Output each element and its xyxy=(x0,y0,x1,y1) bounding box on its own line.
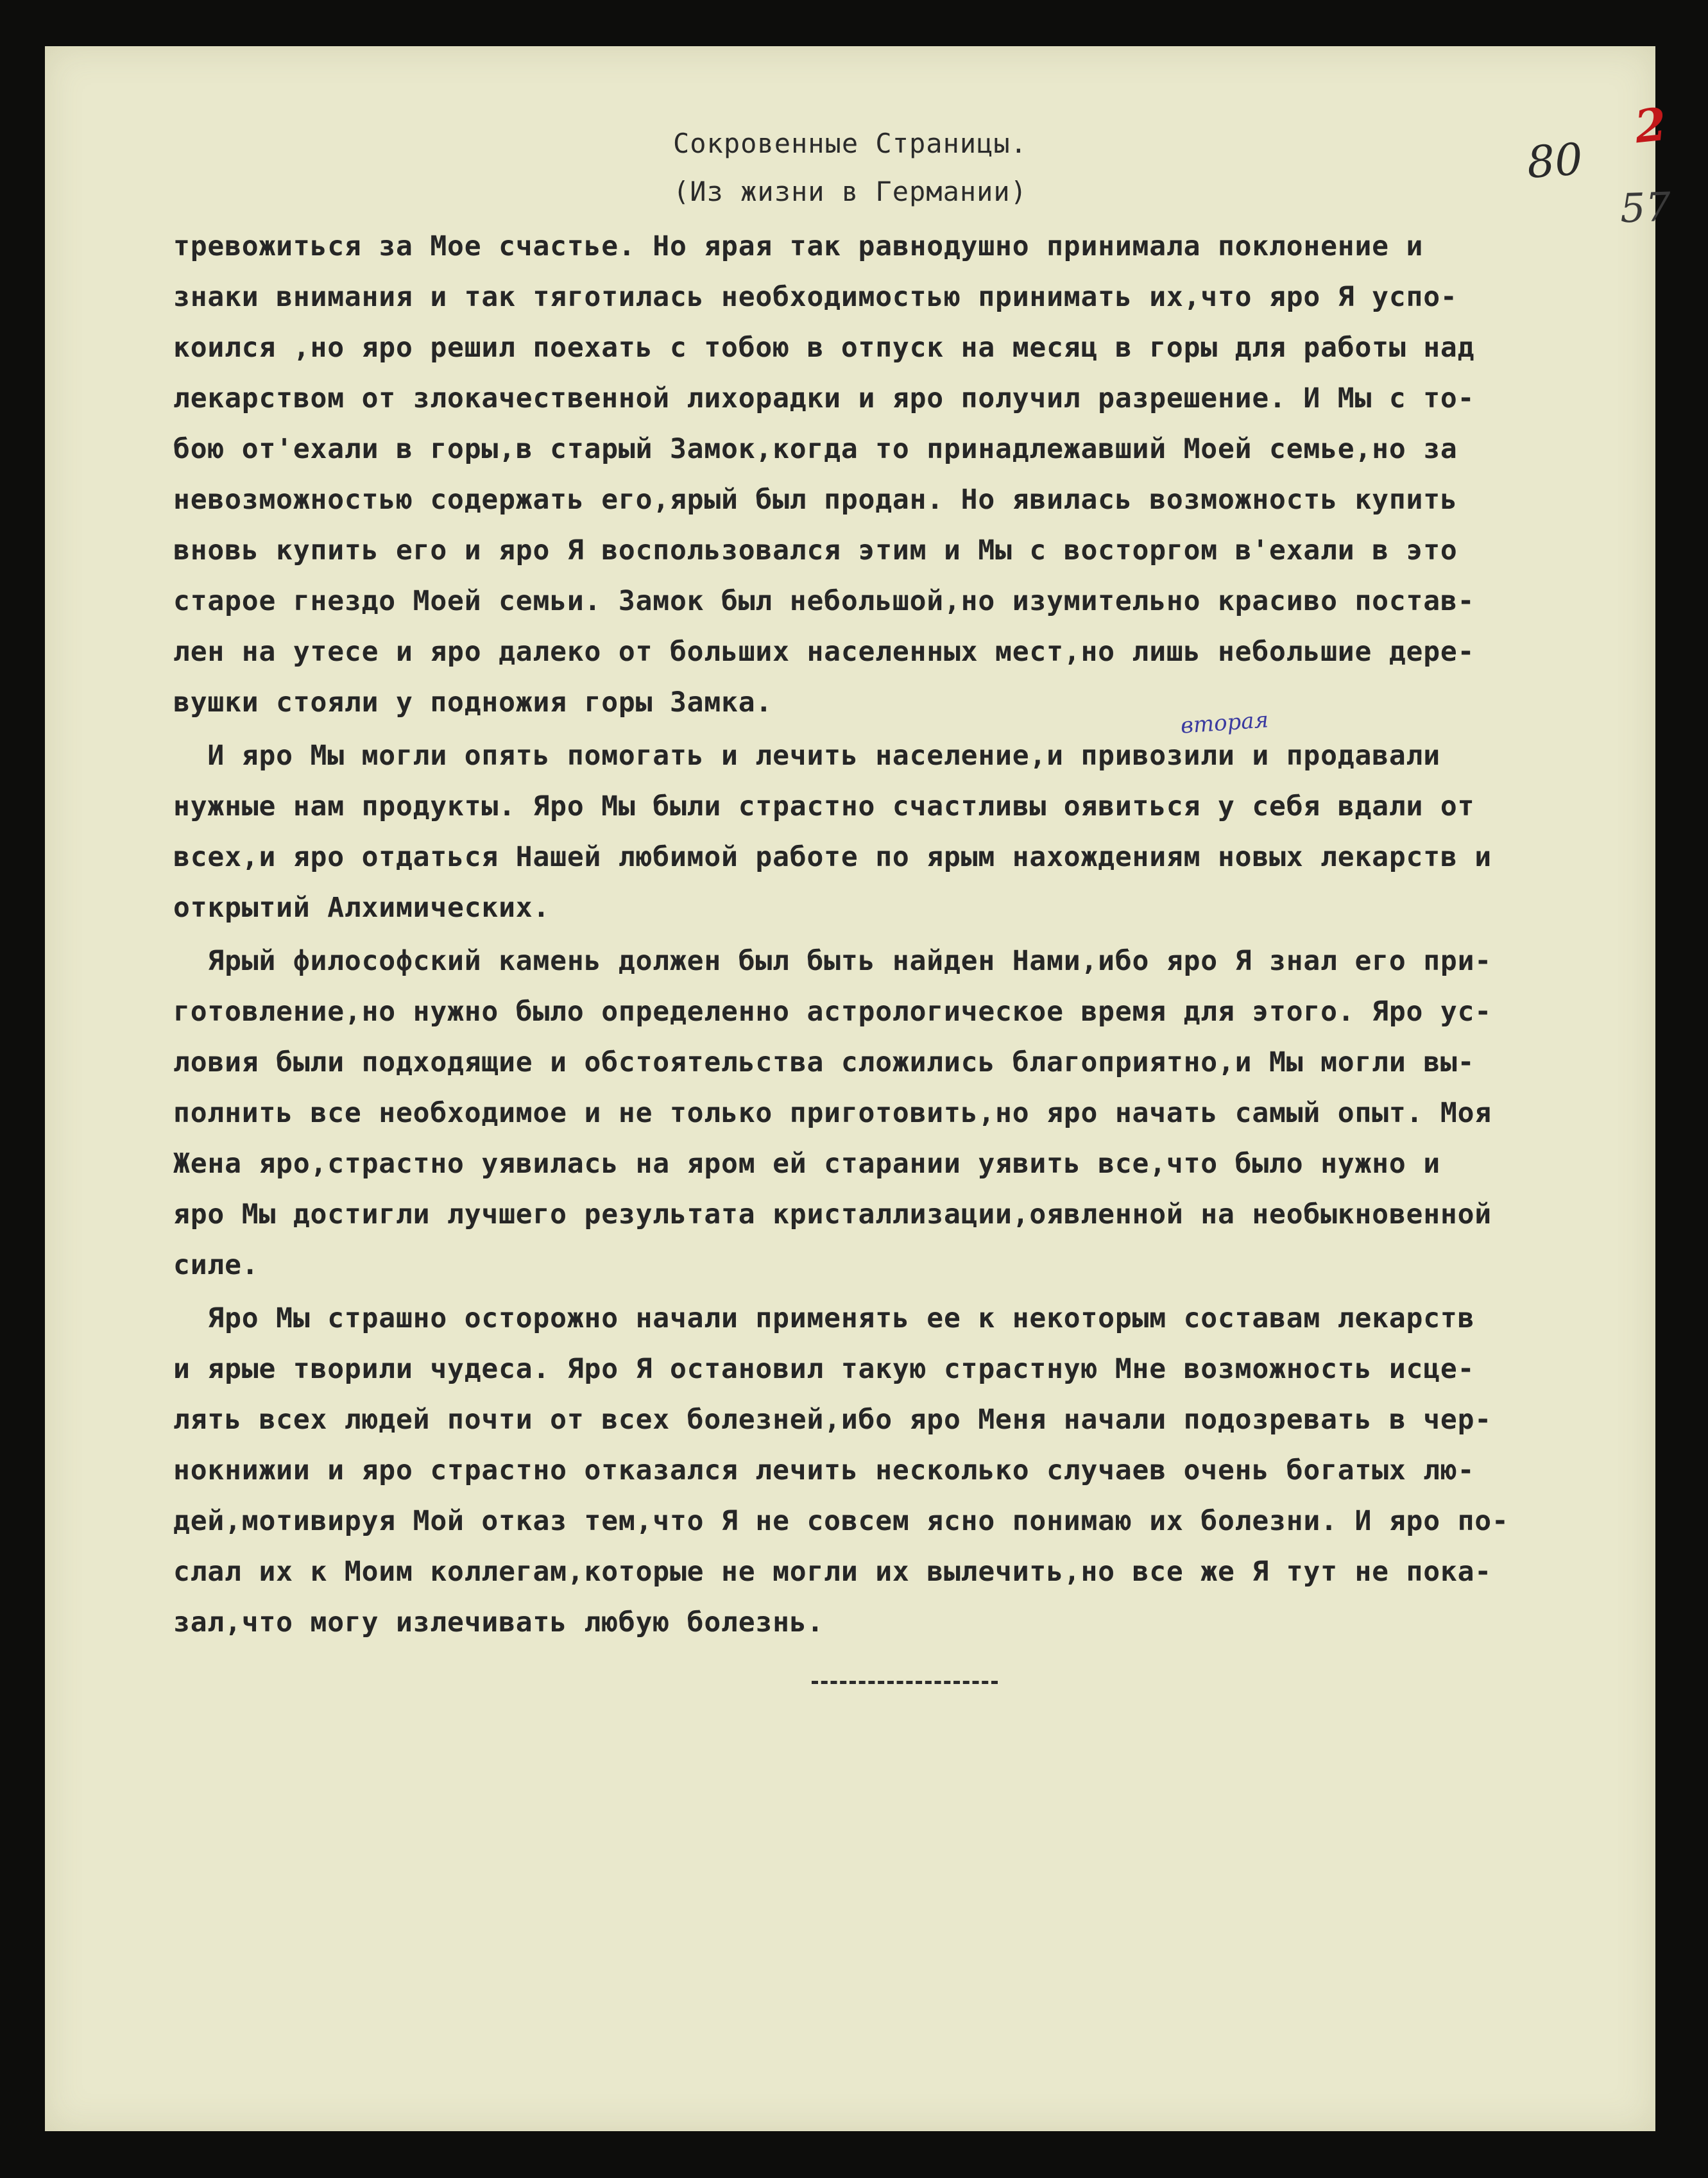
document-title: Сокровенные Страницы. xyxy=(672,128,1027,159)
text-line: и ярые творили чудеса. Яро Я остановил такую страстную Мне возможность исце- xyxy=(173,1353,1475,1385)
text-line: невозможностью содержать его,ярый был продан. Но явилась возможность купить xyxy=(173,484,1458,516)
red-page-number: 2 xyxy=(1632,97,1669,154)
text-line: лекарством от злокачественной лихорадки и яро получил разрешение. И Мы с то- xyxy=(173,382,1475,414)
text-line: нокнижии и яро страстно отказался лечить несколько случаев очень богатых лю- xyxy=(173,1454,1475,1486)
text-line: ловия были подходящие и обстоятельства сложились благоприятно,и Мы могли вы- xyxy=(173,1046,1475,1078)
text-line: готовление,но нужно было определенно астрологическое время для этого. Яро ус- xyxy=(173,996,1492,1028)
text-line: вновь купить его и яро Я воспользовался этим и Мы с восторгом в'ехали в это xyxy=(173,534,1458,566)
text-line: лен на утесе и яро далеко от больших населенных мест,но лишь небольшие дере- xyxy=(173,636,1475,668)
text-line: Жена яро,страстно уявилась на яром ей старании уявить все,что было нужно и xyxy=(173,1148,1440,1180)
end-rule xyxy=(812,1681,998,1684)
text-line: старое гнездо Моей семьи. Замок был небольшой,но изумительно красиво постав- xyxy=(173,585,1475,617)
old-page-number: 57 xyxy=(1619,183,1672,232)
text-line: слал их к Моим коллегам,которые не могли их вылечить,но все же Я тут не пока- xyxy=(173,1556,1492,1588)
document-subtitle: (Из жизни в Германии) xyxy=(672,176,1027,207)
text-line: Яро Мы страшно осторожно начали применять ее к некоторым составам лекарств xyxy=(173,1302,1475,1334)
text-line: лять всех людей почти от всех болезней,ибо яро Меня начали подозревать в чер- xyxy=(173,1404,1492,1436)
text-line: яро Мы достигли лучшего результата кристаллизации,оявленной на необыкновенной xyxy=(173,1198,1492,1230)
text-line: нужные нам продукты. Яро Мы были страстно счастливы оявиться у себя вдали от xyxy=(173,790,1475,822)
text-line: всех,и яро отдаться Нашей любимой работе по ярым нахождениям новых лекарств и xyxy=(173,841,1492,873)
text-line: открытий Алхимических. xyxy=(173,892,551,924)
archive-page-number: 80 xyxy=(1525,134,1585,189)
text-line: Ярый философский камень должен был быть найден Нами,ибо яро Я знал его при- xyxy=(173,945,1492,977)
handwritten-note: вторая xyxy=(1179,707,1270,739)
text-line: силе. xyxy=(173,1249,259,1281)
text-line: коился ,но яро решил поехать с тобою в отпуск на месяц в горы для работы над xyxy=(173,332,1475,364)
text-line: вушки стояли у подножия горы Замка. xyxy=(173,686,773,719)
text-line: зал,что могу излечивать любую болезнь. xyxy=(173,1606,824,1638)
text-line: тревожиться за Мое счастье. Но ярая так равнодушно принимала поклонение и xyxy=(173,230,1424,262)
paper-sheet xyxy=(45,46,1672,2131)
text-line: знаки внимания и так тяготилась необходимостью принимать их,что яро Я успо- xyxy=(173,281,1458,313)
text-line: дей,мотивируя Мой отказ тем,что Я не совсем ясно понимаю их болезни. И яро по- xyxy=(173,1505,1509,1537)
text-line: бою от'ехали в горы,в старый Замок,когда то принадлежавший Моей семье,но за xyxy=(173,433,1458,465)
text-line: И яро Мы могли опять помогать и лечить население,и привозили и продавали xyxy=(173,740,1440,772)
text-line: полнить все необходимое и не только приготовить,но яро начать самый опыт. Моя xyxy=(173,1097,1492,1129)
